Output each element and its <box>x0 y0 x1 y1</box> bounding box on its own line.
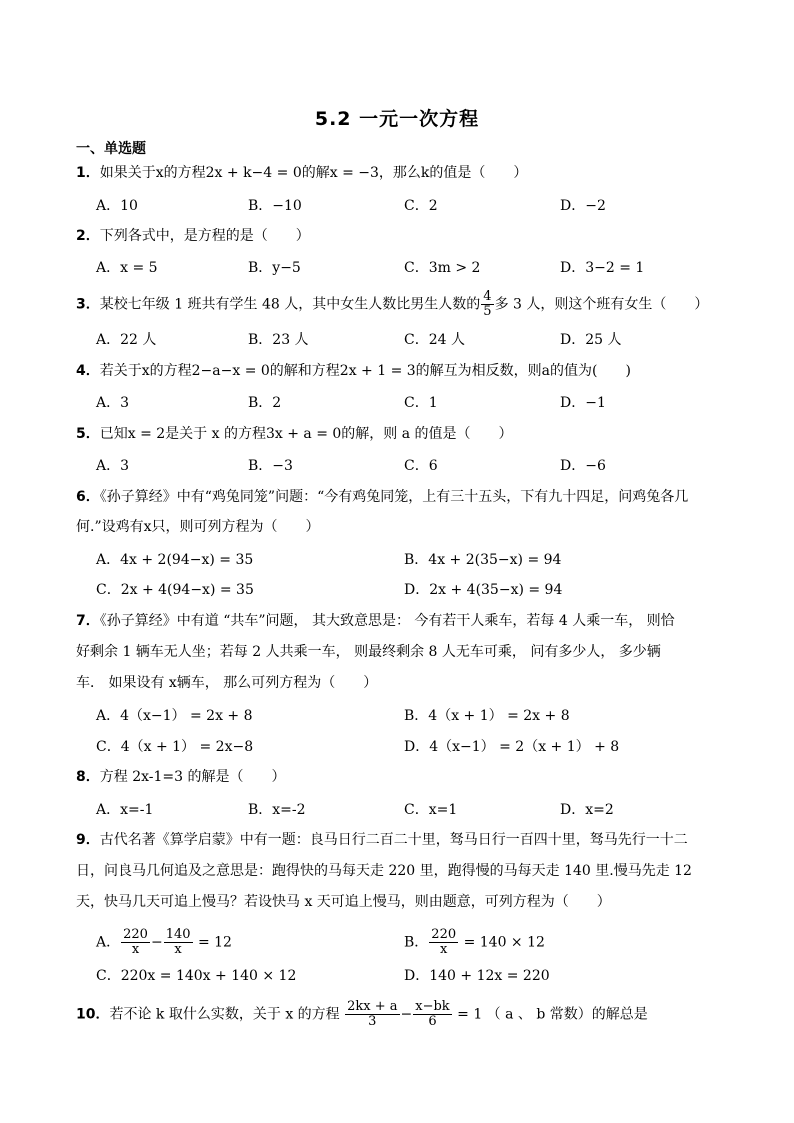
question-number: 9． <box>76 832 100 848</box>
question-text: 若关于x的方程2−a−x = 0的解和方程2x + 1 = 3的解互为相反数，则a的值为( ) <box>99 363 631 379</box>
option-b: B．2 <box>248 395 282 411</box>
question-number: 2． <box>76 228 100 244</box>
question-9-options-row-1 <box>0 927 794 957</box>
question-number: 4． <box>76 363 100 379</box>
option-label: B． <box>404 934 429 951</box>
question-number: 3． <box>76 296 100 313</box>
question-6-line-1 <box>76 487 736 507</box>
option-b: B．4（x + 1） = 2x + 8 <box>404 708 570 724</box>
option-d: D．x=2 <box>560 802 614 818</box>
question-text: 《孙子算经》中有道 “共车”问题， 其大致意思是： 今有若干人乘车，若每 4 人乘一车， 则恰 <box>99 613 675 629</box>
denominator: x <box>174 942 182 957</box>
option-a <box>96 928 232 957</box>
question-6-options-row-1 <box>0 550 794 570</box>
option-c: C．6 <box>404 458 438 474</box>
fraction <box>345 1000 399 1029</box>
question-number: 7． <box>76 613 100 629</box>
denominator: 3 <box>368 1014 377 1029</box>
option-b: B．x=-2 <box>248 802 306 818</box>
question-number: 10． <box>76 1006 110 1023</box>
option-c: C．1 <box>404 395 438 411</box>
minus-sign: − <box>400 1006 413 1023</box>
page-title: 5.2 一元一次方程 <box>314 108 480 130</box>
numerator: 4 <box>483 289 492 304</box>
question-5-options <box>0 456 794 476</box>
option-a: A．10 <box>96 198 138 214</box>
option-d: D．−2 <box>560 198 606 214</box>
question-2-options <box>0 258 794 278</box>
question-text: 方程 2x-1=3 的解是（ ） <box>99 769 286 785</box>
question-text: 古代名著《算学启蒙》中有一题：良马日行二百二十里，驽马日行一百四十里，驽马先行一十二 <box>99 832 688 848</box>
option-c: C．220x = 140x + 140 × 12 <box>96 968 297 984</box>
denominator: 5 <box>483 304 492 319</box>
option-c: C．x=1 <box>404 802 458 818</box>
question-1-options <box>0 196 794 216</box>
section-heading: 一、单选题 <box>76 141 146 157</box>
option-b <box>404 928 545 957</box>
option-d: D．−6 <box>560 458 606 474</box>
option-a: A．3 <box>96 395 130 411</box>
option-d: D．2x + 4(35−x) = 94 <box>404 582 563 598</box>
minus-sign: − <box>150 934 163 951</box>
option-b: B．23 人 <box>248 332 309 348</box>
option-c: C．2x + 4(94−x) = 35 <box>96 582 254 598</box>
option-a: A．4x + 2(94−x) = 35 <box>96 552 254 568</box>
numerator: x−bk <box>415 999 450 1014</box>
denominator: x <box>131 942 140 957</box>
question-text: 已知x = 2是关于 x 的方程3x + a = 0的解，则 a 的值是（ ） <box>99 426 513 442</box>
denominator: 6 <box>428 1014 437 1029</box>
option-c: C．2 <box>404 198 438 214</box>
numerator: 220 <box>123 927 148 942</box>
option-b: B．−3 <box>248 458 293 474</box>
option-label: A． <box>96 934 121 951</box>
option-b: B．y−5 <box>248 260 301 276</box>
question-6-line-2: 何.”设鸡有x只，则可列方程为（ ） <box>76 519 320 535</box>
question-5 <box>76 424 736 444</box>
numerator: 140 <box>165 927 191 942</box>
fraction <box>429 928 458 957</box>
option-d: D．25 人 <box>560 332 622 348</box>
question-7-line-2: 好剩余 1 辆车无人坐；若每 2 人共乘一车， 则最终剩余 8 人无车可乘， 问有多少人， 多少辆 <box>76 644 661 660</box>
option-d: D．4（x−1） = 2（x + 1） + 8 <box>404 739 620 755</box>
question-7-line-3: 车． 如果设有 x辆车， 那么可列方程为（ ） <box>76 675 378 691</box>
question-4 <box>76 361 736 381</box>
question-text: 下列各式中，是方程的是（ ） <box>99 228 310 244</box>
denominator: x <box>440 942 448 957</box>
question-7-options-row-1 <box>0 706 794 726</box>
question-8 <box>76 767 736 787</box>
question-7-line-1 <box>76 611 736 631</box>
numerator: 220 <box>431 927 457 942</box>
fraction <box>413 1000 451 1029</box>
question-3-options <box>0 330 794 350</box>
question-8-options <box>0 800 794 820</box>
fraction <box>481 290 493 319</box>
numerator: 2kx + a <box>347 999 398 1014</box>
question-number: 5． <box>76 426 100 442</box>
option-b: B．4x + 2(35−x) = 94 <box>404 552 562 568</box>
question-text: 如果关于x的方程2x + k−4 = 0的解x = −3，那么k的值是（ ） <box>99 165 528 181</box>
question-4-options <box>0 393 794 413</box>
question-number: 6． <box>76 489 100 505</box>
option-a: A．x = 5 <box>96 260 158 276</box>
fraction <box>164 928 193 957</box>
fraction <box>121 928 150 957</box>
option-c: C．24 人 <box>404 332 465 348</box>
question-text: 某校七年级 1 班共有学生 48 人，其中女生人数比男生人数的 <box>99 296 481 313</box>
question-10 <box>76 1000 736 1030</box>
question-6-options-row-2 <box>0 580 794 600</box>
question-text: 《孙子算经》中有“鸡兔同笼”问题：“今有鸡兔同笼，上有三十五头，下有九十四足，问鸡兔各几 <box>99 489 689 505</box>
question-text: 若不论 k 取什么实数，关于 x 的方程 <box>109 1006 345 1023</box>
option-a: A．3 <box>96 458 130 474</box>
option-tail: = 140 × 12 <box>459 934 545 951</box>
question-9-line-3: 天，快马几天可追上慢马？若设快马 x 天可追上慢马，则由题意，可列方程为（ ） <box>76 894 611 910</box>
option-c: C．3m > 2 <box>404 260 481 276</box>
option-a: A．22 人 <box>96 332 157 348</box>
question-number: 8． <box>76 769 100 785</box>
question-9-line-2: 日，问良马几何追及之意思是：跑得快的马每天走 220 里，跑得慢的马每天走 140 里.慢马先走 12 <box>76 863 692 879</box>
option-c: C．4（x + 1） = 2x−8 <box>96 739 254 755</box>
option-tail: = 12 <box>193 934 232 951</box>
question-text-tail: = 1 （ a 、 b 常数）的解总是 <box>452 1006 648 1023</box>
option-a: A．4（x−1） = 2x + 8 <box>96 708 253 724</box>
question-number: 1． <box>76 165 100 181</box>
question-2 <box>76 226 736 246</box>
question-1 <box>76 163 736 183</box>
question-7-options-row-2 <box>0 737 794 757</box>
question-3 <box>76 290 736 319</box>
option-b: B．−10 <box>248 198 302 214</box>
question-9-options-row-2 <box>0 966 794 986</box>
option-d: D．3−2 = 1 <box>560 260 645 276</box>
option-d: D．140 + 12x = 220 <box>404 968 550 984</box>
question-9-line-1 <box>76 830 736 850</box>
option-d: D．−1 <box>560 395 606 411</box>
option-a: A．x=-1 <box>96 802 154 818</box>
question-text-tail: 多 3 人，则这个班有女生（ ） <box>494 296 709 313</box>
